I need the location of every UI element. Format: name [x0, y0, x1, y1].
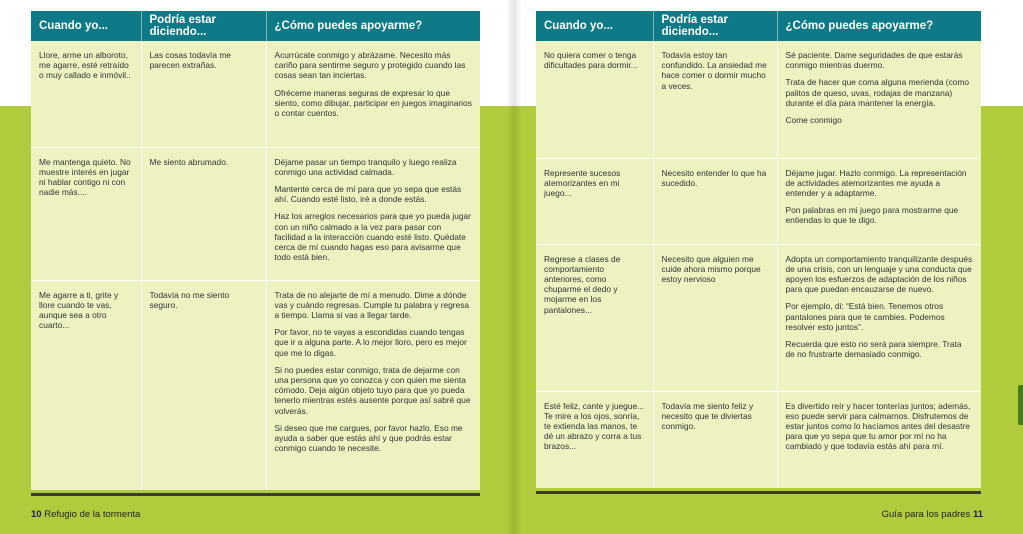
- cell-when: Esté feliz, cante y juegue... Te mire a los ojos, sonría, te extienda las manos, te dé un abrazo y corra a tus brazos...: [536, 391, 653, 488]
- support-paragraph: Déjame pasar un tiempo tranquilo y luego realiza conmigo una actividad calmada.: [274, 156, 457, 177]
- support-paragraph: Trata de no alejarte de mí a menudo. Dime a dónde vas y cuándo regresas. Cumple tu palabra y regresa a tiempo. Llama si vas a llegar tarde.: [274, 289, 470, 320]
- support-paragraph: Es divertido reír y hacer tonterías juntos; además, eso puede servir para calmarnos. Disfrutemos de estar juntos como lo hacíamos antes del desastre para que yo sepa que tu amor por mí no ha cambiado y que todavía estás ahí para mí.: [785, 400, 971, 452]
- cell-saying: Las cosas todavía me parecen extrañas.: [141, 41, 266, 147]
- cell-saying: Todavía no me siento seguro.: [141, 280, 266, 490]
- left-support-table: [31, 11, 480, 490]
- support-paragraph: Pon palabras en mi juego para mostrarme que entiendas lo que te digo.: [785, 205, 959, 226]
- table-bottom-rule: [31, 493, 480, 496]
- table-row: [31, 147, 480, 280]
- cell-support: [777, 158, 981, 244]
- table-row: [31, 41, 480, 147]
- cell-support: [777, 244, 981, 391]
- header-support: ¿Cómo puedes apoyarme?: [266, 11, 480, 41]
- table-row: [536, 244, 981, 391]
- cell-saying: Todavía estoy tan confundido. La ansiedad me hace comer o dormir mucho a veces.: [653, 41, 777, 158]
- support-paragraph: Por favor, no te vayas a escondidas cuando tengas que ir a alguna parte. A lo mejor lloro, pero es mejor que me lo digas.: [274, 327, 467, 358]
- support-paragraph: Haz los arreglos necesarios para que yo pueda jugar con un niño calmado a la vez para pasar con facilidad a la interacción cuando esté listo. Quédate cerca de mí cuando hagas eso para avisarme que todo está bien.: [274, 211, 471, 263]
- support-paragraph: Adopta un comportamiento tranquilizante después de una crisis, con un lenguaje y una conducta que apoyen los esfuerzos de adaptación de los niños para que puedan encauzarse de nuevo.: [785, 253, 973, 295]
- cell-saying: Necesito que alguien me cuide ahora mismo porque estoy nervioso: [653, 244, 777, 391]
- support-paragraph: Trata de hacer que coma alguna merienda (como palitos de queso, uvas, rodajas de manzana) durante el día para mantener la energía.: [785, 77, 970, 108]
- support-paragraph: Come conmigo: [785, 115, 842, 126]
- cell-when: Me mantenga quieto. No muestre interés en jugar ni hablar contigo ni con nadie más....: [31, 147, 141, 280]
- support-paragraph: Sé paciente. Dame seguridades de que estarás conmigo mientras duermo.: [785, 50, 963, 71]
- header-when: Cuando yo...: [31, 11, 141, 41]
- support-paragraph: Si no puedes estar conmigo, trata de dejarme con una persona que yo conozca y con quien me sienta cómodo. Deja algún objeto tuyo para que yo pueda tenerlo mientras estés ausente porque así sabré que volverás.: [274, 364, 471, 416]
- support-paragraph: Ofréceme maneras seguras de expresar lo que siento, como dibujar, participar en juegos imaginarios o contar cuentos.: [274, 87, 472, 119]
- page-number: 11: [972, 509, 983, 520]
- cell-when: Represente sucesos atemorizantes en mi juego...: [536, 158, 653, 244]
- table-row: [536, 41, 981, 158]
- header-support: ¿Cómo puedes apoyarme?: [777, 11, 981, 41]
- support-paragraph: Recuerda que esto no será para siempre. Trata de no frustrarte demasiado conmigo.: [785, 338, 962, 360]
- support-paragraph: Por ejemplo, di: “Está bien. Tenemos otros pantalones para que te cambies. Podemos resolver esto juntos”.: [785, 301, 945, 332]
- footer-title: Refugio de la tormenta: [44, 509, 141, 520]
- page-number: 10: [31, 509, 42, 520]
- support-paragraph: Déjame jugar. Hazlo conmigo. La representación de actividades atemorizantes me ayuda a entender y a adaptarme.: [785, 167, 967, 198]
- table-row: [536, 391, 981, 488]
- table-row: [31, 280, 480, 490]
- table-bottom-rule: [536, 491, 981, 494]
- header-saying: Podría estar diciendo...: [141, 11, 266, 41]
- footer-title: Guía para los padres: [881, 509, 971, 520]
- support-paragraph: Mantente cerca de mí para que yo sepa que estás ahí. Cuando esté listo, iré a donde estás.: [274, 183, 462, 205]
- page-edge-tab: [1018, 385, 1023, 425]
- cell-support: [266, 280, 480, 490]
- right-support-table: [536, 11, 981, 488]
- cell-support: [266, 147, 480, 280]
- table-header-row: [31, 11, 480, 41]
- cell-saying: Me siento abrumado.: [141, 147, 266, 280]
- cell-saying: Todavía me siento feliz y necesito que te diviertas conmigo.: [653, 391, 777, 488]
- cell-when: Regrese a clases de comportamiento anteriores, como chuparme el dedo y mojarme en los pantalones...: [536, 244, 653, 391]
- table-row: [536, 158, 981, 244]
- cell-saying: Necesito entender lo que ha sucedido.: [653, 158, 777, 244]
- cell-when: Llore, arme un alboroto, me agarre, esté retraído o muy callado e inmóvil..: [31, 41, 141, 147]
- header-when: Cuando yo...: [536, 11, 653, 41]
- left-page-footer: [31, 509, 140, 520]
- table-header-row: [536, 11, 981, 41]
- support-paragraph: Si deseo que me cargues, por favor hazlo. Eso me ayuda a saber que estás ahí y que podrás estar conmigo cuando te necesite.: [274, 422, 463, 454]
- header-saying: Podría estar diciendo...: [653, 11, 777, 41]
- cell-when: Me agarre a ti, grite y llore cuando te vas, aunque sea a otro cuarto...: [31, 280, 141, 490]
- cell-support: [266, 41, 480, 147]
- cell-support: [777, 391, 981, 488]
- cell-when: No quiera comer o tenga dificultades para dormir...: [536, 41, 653, 158]
- cell-support: [777, 41, 981, 158]
- support-paragraph: Acurrúcate conmigo y abrázame. Necesito más cariño para sentirme seguro y protegido cuando las cosas sean tan inciertas.: [274, 50, 466, 81]
- right-page-footer: [882, 509, 983, 520]
- book-gutter: [506, 0, 522, 534]
